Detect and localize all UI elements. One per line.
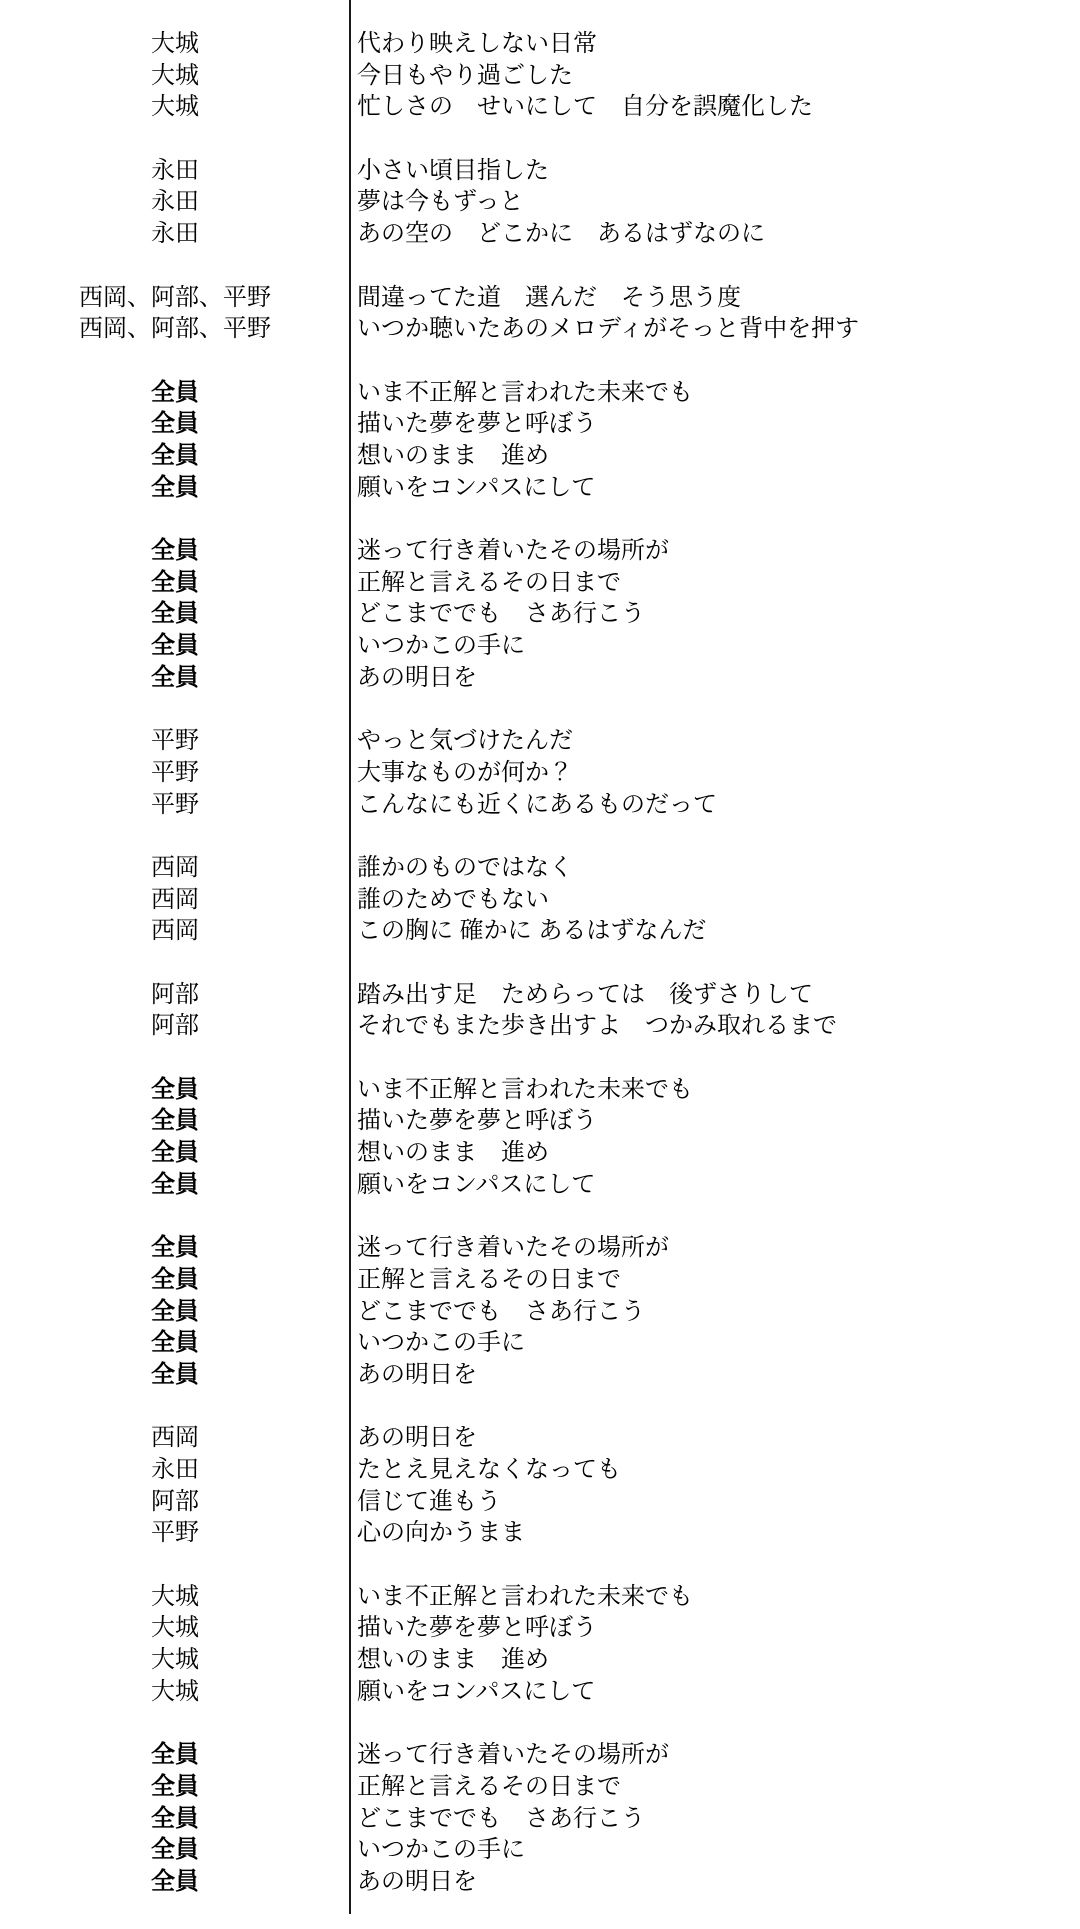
lyric-text: この胸に 確かに あるはずなんだ bbox=[357, 917, 707, 945]
lyric-row bbox=[0, 1676, 1080, 1708]
lyric-row bbox=[0, 313, 1080, 345]
singer-name: 全員 bbox=[151, 1265, 199, 1293]
singer-name: 西岡 bbox=[151, 917, 199, 945]
lyric-row bbox=[0, 1010, 1080, 1042]
lyric-row bbox=[0, 1517, 1080, 1549]
singer-name: 西岡、阿部、平野 bbox=[79, 315, 271, 343]
lyric-text: あの空の どこかに あるはずなのに bbox=[357, 220, 765, 248]
lyric-text: 描いた夢を夢と呼ぼう bbox=[357, 410, 597, 438]
singer-name: 西岡 bbox=[151, 853, 199, 881]
lyric-row bbox=[0, 1739, 1080, 1771]
singer-name: 全員 bbox=[151, 441, 199, 469]
singer-name: 大城 bbox=[151, 1677, 199, 1705]
lyric-row bbox=[0, 1486, 1080, 1518]
singer-name: 全員 bbox=[151, 1772, 199, 1800]
lyric-section bbox=[0, 282, 1080, 345]
lyric-text: 願いをコンパスにして bbox=[357, 1170, 596, 1198]
lyric-text: あの明日を bbox=[357, 1424, 477, 1452]
lyric-text: 忙しさの せいにして 自分を誤魔化した bbox=[357, 93, 813, 121]
lyric-row bbox=[0, 1581, 1080, 1613]
lyric-row bbox=[0, 472, 1080, 504]
lyric-text: いつかこの手に bbox=[357, 1329, 525, 1357]
singer-name: 平野 bbox=[151, 790, 199, 818]
singer-name: 西岡 bbox=[151, 885, 199, 913]
singer-name: 大城 bbox=[151, 61, 199, 89]
lyric-row bbox=[0, 1169, 1080, 1201]
lyric-row bbox=[0, 1074, 1080, 1106]
singer-name: 阿部 bbox=[151, 980, 199, 1008]
singer-name: 西岡、阿部、平野 bbox=[79, 283, 271, 311]
lyric-section bbox=[0, 535, 1080, 693]
lyric-text: あの明日を bbox=[357, 1867, 477, 1895]
singer-name: 全員 bbox=[151, 1139, 199, 1167]
singer-name: 全員 bbox=[151, 1804, 199, 1832]
lyric-text: 想いのまま 進め bbox=[357, 1139, 549, 1167]
lyric-row bbox=[0, 282, 1080, 314]
lyric-row bbox=[0, 1359, 1080, 1391]
lyric-row bbox=[0, 630, 1080, 662]
lyric-row bbox=[0, 1232, 1080, 1264]
singer-name: 永田 bbox=[151, 188, 199, 216]
lyric-row bbox=[0, 1264, 1080, 1296]
lyric-row bbox=[0, 1454, 1080, 1486]
lyric-row bbox=[0, 662, 1080, 694]
lyric-section bbox=[0, 1422, 1080, 1549]
singer-name: 全員 bbox=[151, 378, 199, 406]
lyric-section bbox=[0, 1232, 1080, 1390]
lyric-text: 描いた夢を夢と呼ぼう bbox=[357, 1614, 597, 1642]
lyric-row bbox=[0, 1296, 1080, 1328]
lyric-text: 迷って行き着いたその場所が bbox=[357, 1234, 669, 1262]
lyric-text: いま不正解と言われた未来でも bbox=[357, 378, 693, 406]
singer-name: 阿部 bbox=[151, 1487, 199, 1515]
lyric-row bbox=[0, 1137, 1080, 1169]
lyric-text: 願いをコンパスにして bbox=[357, 473, 596, 501]
lyric-text: 願いをコンパスにして bbox=[357, 1677, 596, 1705]
singer-name: 全員 bbox=[151, 1170, 199, 1198]
lyric-section bbox=[0, 852, 1080, 947]
lyric-text: たとえ見えなくなっても bbox=[357, 1455, 621, 1483]
lyric-row bbox=[0, 1866, 1080, 1898]
lyric-row bbox=[0, 725, 1080, 757]
lyric-text: 想いのまま 進め bbox=[357, 1646, 549, 1674]
lyric-text: 迷って行き着いたその場所が bbox=[357, 1741, 669, 1769]
lyric-text: こんなにも近くにあるものだって bbox=[357, 790, 717, 818]
lyric-text: いま不正解と言われた未来でも bbox=[357, 1582, 693, 1610]
lyric-row bbox=[0, 377, 1080, 409]
lyric-section bbox=[0, 979, 1080, 1042]
lyric-row bbox=[0, 1834, 1080, 1866]
lyric-text: あの明日を bbox=[357, 663, 477, 691]
lyric-text: 大事なものが何か？ bbox=[357, 758, 573, 786]
lyric-text: いつか聴いたあのメロディがそっと背中を押す bbox=[357, 315, 860, 343]
lyric-row bbox=[0, 757, 1080, 789]
lyric-text: 代わり映えしない日常 bbox=[357, 30, 597, 57]
lyric-row bbox=[0, 408, 1080, 440]
lyric-row bbox=[0, 186, 1080, 218]
singer-name: 永田 bbox=[151, 1455, 199, 1483]
singer-name: 全員 bbox=[151, 632, 199, 660]
lyric-row bbox=[0, 567, 1080, 599]
singer-name: 全員 bbox=[151, 1234, 199, 1262]
lyric-text: 想いのまま 進め bbox=[357, 441, 549, 469]
singer-name: 平野 bbox=[151, 1519, 199, 1547]
lyric-row bbox=[0, 915, 1080, 947]
lyric-row bbox=[0, 535, 1080, 567]
lyric-row bbox=[0, 1105, 1080, 1137]
lyric-text: 小さい頃目指した bbox=[357, 156, 549, 184]
lyric-row bbox=[0, 155, 1080, 187]
lyric-row bbox=[0, 28, 1080, 60]
singer-name: 大城 bbox=[151, 93, 199, 121]
singer-name: 全員 bbox=[151, 473, 199, 501]
lyric-section bbox=[0, 377, 1080, 504]
lyric-section bbox=[0, 725, 1080, 820]
lyric-text: いつかこの手に bbox=[357, 632, 525, 660]
singer-name: 阿部 bbox=[151, 1012, 199, 1040]
singer-name: 大城 bbox=[151, 1646, 199, 1674]
lyric-text: あの明日を bbox=[357, 1360, 477, 1388]
singer-name: 全員 bbox=[151, 663, 199, 691]
lyric-text: 正解と言えるその日まで bbox=[357, 568, 621, 596]
lyric-text: いま不正解と言われた未来でも bbox=[357, 1075, 693, 1103]
singer-name: 永田 bbox=[151, 220, 199, 248]
lyric-row bbox=[0, 60, 1080, 92]
lyric-text: 誰かのものではなく bbox=[357, 853, 573, 881]
lyric-text: 踏み出す足 ためらっては 後ずさりして bbox=[357, 980, 813, 1008]
lyric-text: 今日もやり過ごした bbox=[357, 61, 573, 89]
lyric-text: 正解と言えるその日まで bbox=[357, 1265, 621, 1293]
lyric-text: 間違ってた道 選んだ そう思う度 bbox=[357, 283, 741, 311]
lyric-row bbox=[0, 1771, 1080, 1803]
singer-name: 全員 bbox=[151, 1836, 199, 1864]
lyric-row bbox=[0, 852, 1080, 884]
singer-name: 全員 bbox=[151, 1329, 199, 1357]
singer-name: 全員 bbox=[151, 568, 199, 596]
lyric-text: 描いた夢を夢と呼ぼう bbox=[357, 1107, 597, 1135]
singer-name: 全員 bbox=[151, 410, 199, 438]
lyric-text: いつかこの手に bbox=[357, 1836, 525, 1864]
lyric-text: やっと気づけたんだ bbox=[357, 727, 573, 755]
singer-name: 全員 bbox=[151, 1867, 199, 1895]
lyric-text: 夢は今もずっと bbox=[357, 188, 524, 216]
lyric-row bbox=[0, 979, 1080, 1011]
lyric-text: 心の向かうまま bbox=[357, 1519, 525, 1547]
lyric-row bbox=[0, 1327, 1080, 1359]
lyric-text: どこまででも さあ行こう bbox=[357, 1297, 645, 1325]
lyric-text: どこまででも さあ行こう bbox=[357, 600, 645, 628]
lyric-text: 迷って行き着いたその場所が bbox=[357, 537, 669, 564]
lyric-text: 信じて進もう bbox=[357, 1487, 501, 1515]
lyric-text: 正解と言えるその日まで bbox=[357, 1772, 621, 1800]
lyric-row bbox=[0, 1803, 1080, 1835]
lyric-row bbox=[0, 91, 1080, 123]
singer-name: 西岡 bbox=[151, 1424, 199, 1452]
singer-name: 平野 bbox=[151, 758, 199, 786]
singer-name: 永田 bbox=[151, 156, 199, 184]
lyric-row bbox=[0, 1644, 1080, 1676]
lyric-row bbox=[0, 884, 1080, 916]
lyric-section bbox=[0, 1074, 1080, 1201]
lyric-row bbox=[0, 218, 1080, 250]
singer-name: 全員 bbox=[151, 600, 199, 628]
lyric-row bbox=[0, 440, 1080, 472]
singer-name: 全員 bbox=[151, 1741, 199, 1769]
singer-name: 全員 bbox=[151, 1107, 199, 1135]
lyric-section bbox=[0, 1739, 1080, 1897]
lyric-row bbox=[0, 598, 1080, 630]
singer-name: 全員 bbox=[151, 1297, 199, 1325]
singer-name: 平野 bbox=[151, 727, 199, 755]
lyric-section bbox=[0, 1581, 1080, 1708]
singer-name: 大城 bbox=[151, 1582, 199, 1610]
lyric-section bbox=[0, 28, 1080, 123]
singer-name: 全員 bbox=[151, 537, 199, 564]
lyric-text: 誰のためでもない bbox=[357, 885, 549, 913]
lyric-row bbox=[0, 1422, 1080, 1454]
singer-name: 大城 bbox=[151, 1614, 199, 1642]
lyric-row bbox=[0, 789, 1080, 821]
lyric-text: それでもまた歩き出すよ つかみ取れるまで bbox=[357, 1012, 837, 1040]
lyric-text: どこまででも さあ行こう bbox=[357, 1804, 645, 1832]
singer-name: 全員 bbox=[151, 1075, 199, 1103]
singer-name: 全員 bbox=[151, 1360, 199, 1388]
singer-name: 大城 bbox=[151, 30, 199, 57]
lyric-section bbox=[0, 155, 1080, 250]
lyric-row bbox=[0, 1612, 1080, 1644]
